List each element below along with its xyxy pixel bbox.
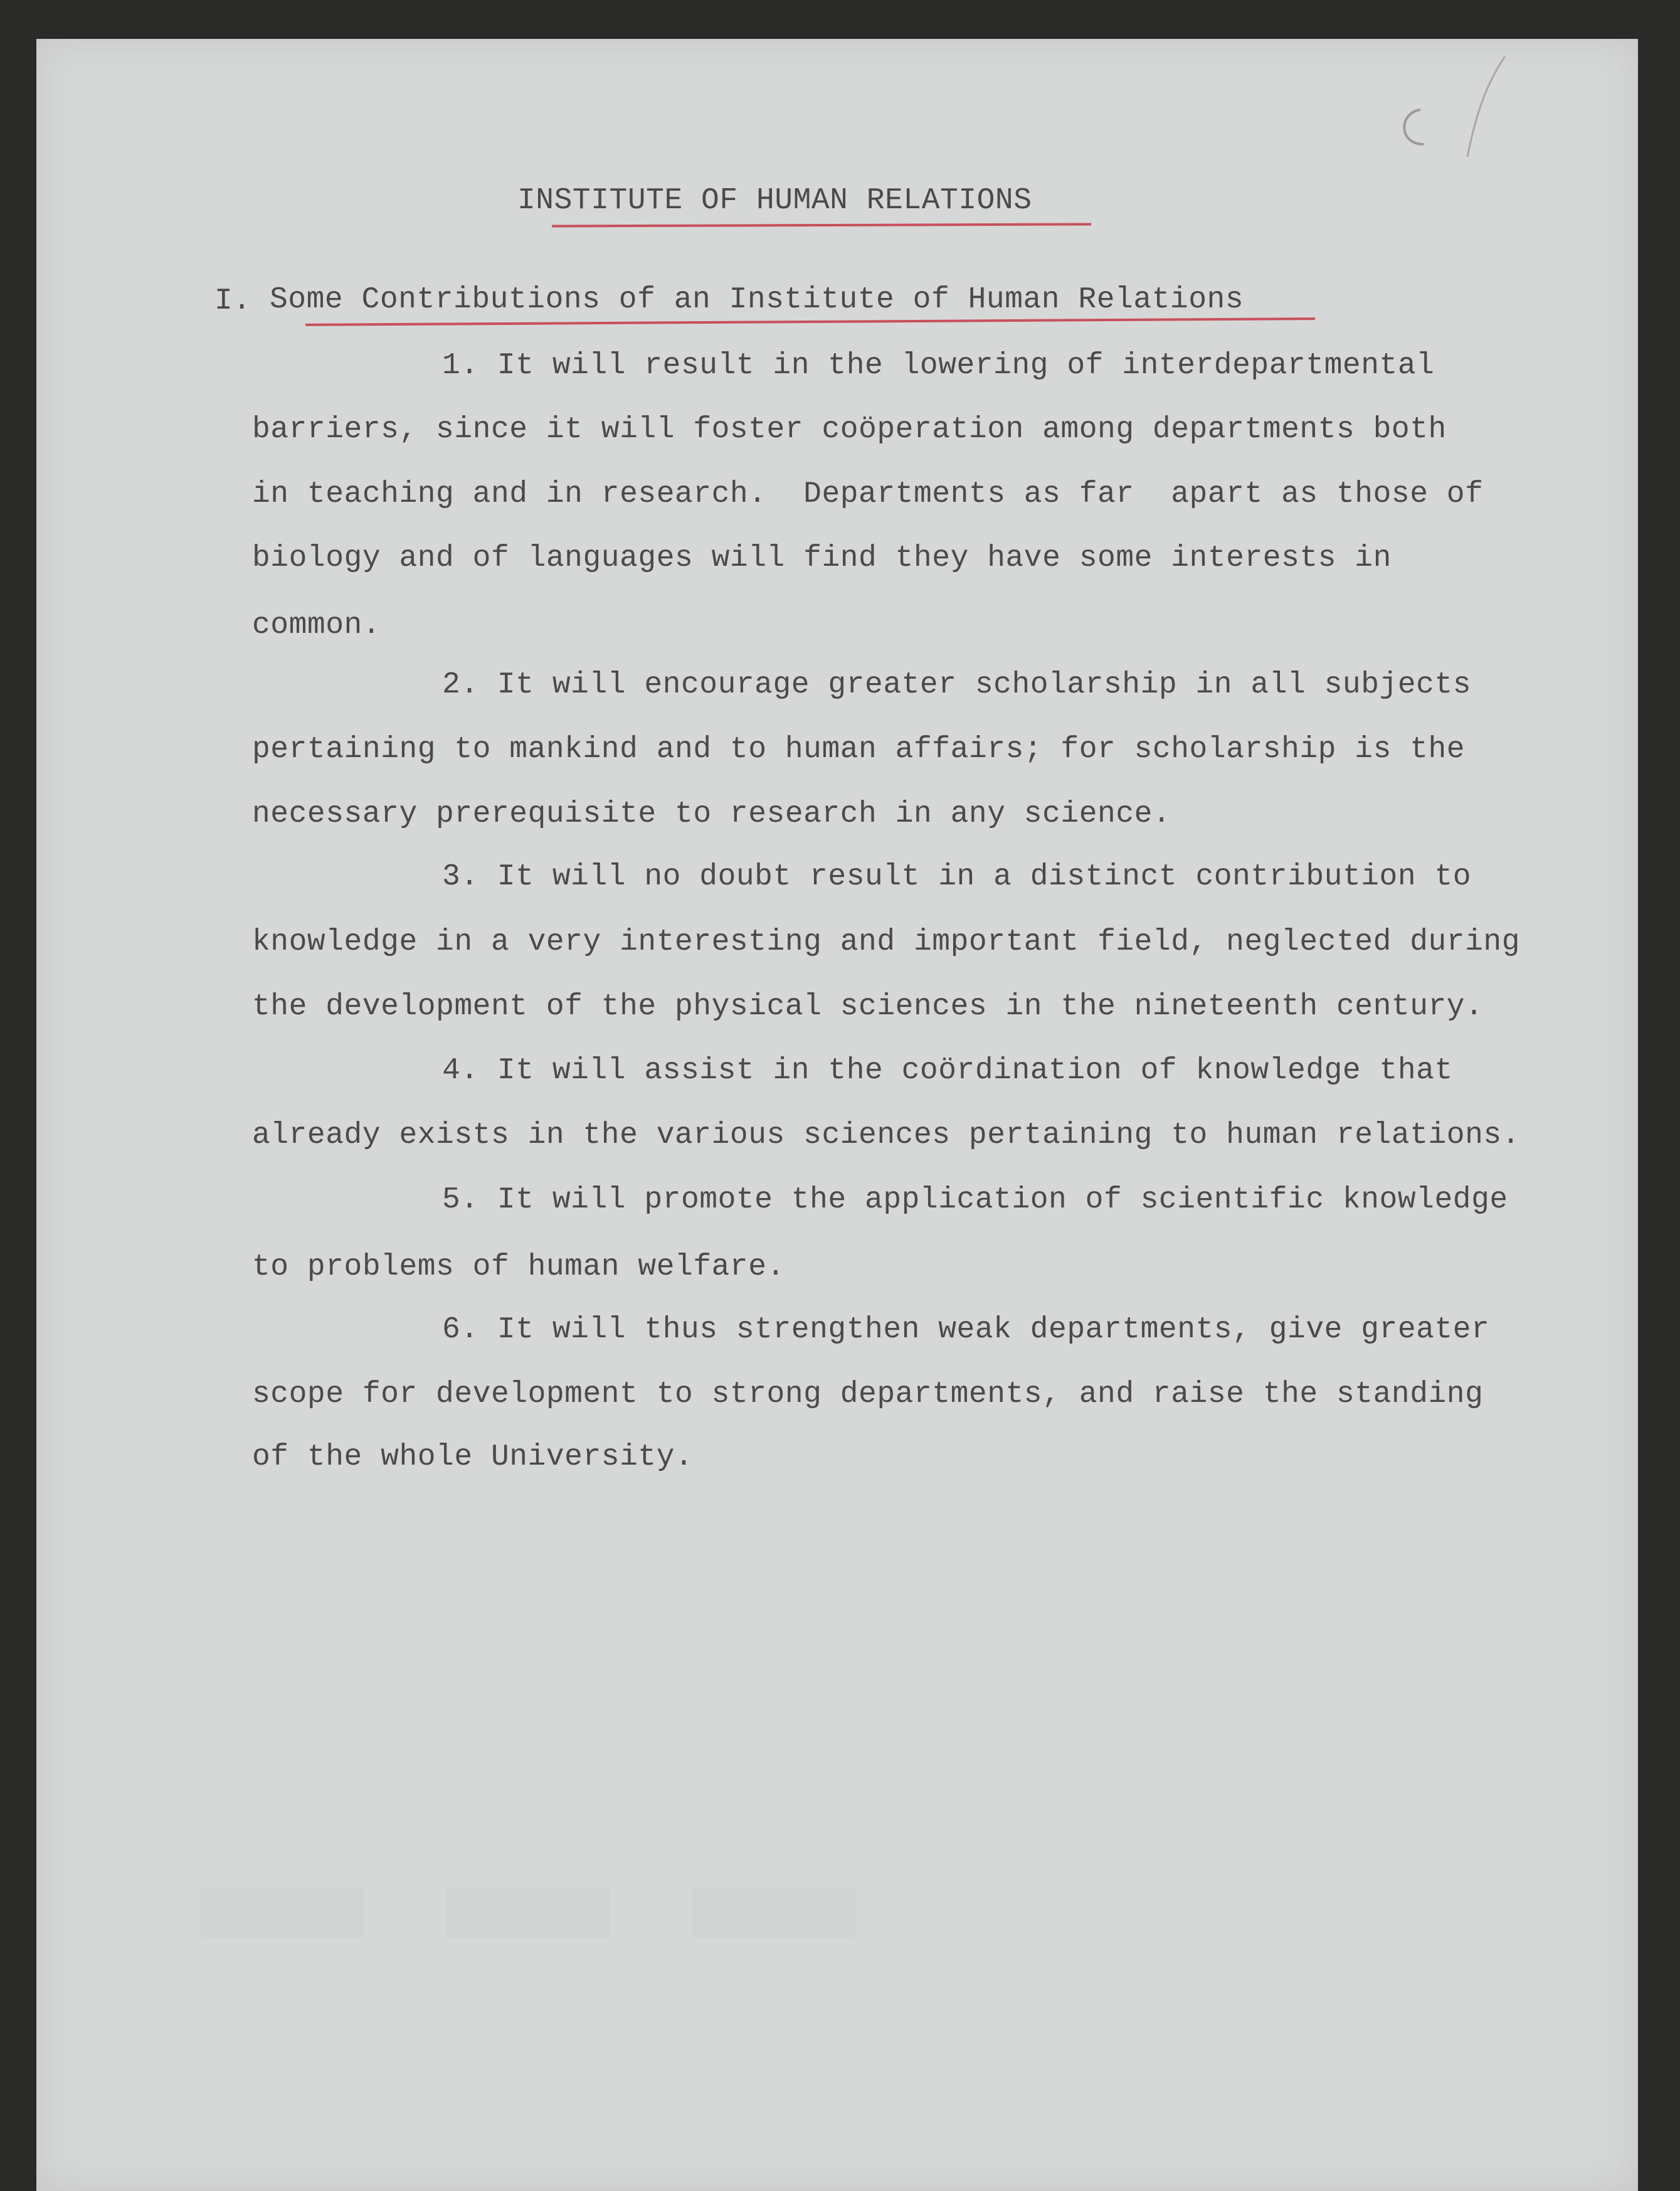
body-line: biology and of languages will find they have some interests in [252,541,1392,575]
body-line: the development of the physical sciences in the nineteenth century. [252,990,1484,1024]
body-line: 1. It will result in the lowering of interdepartmental [442,349,1435,383]
body-line: barriers, since it will foster coöperation among departments both [252,413,1447,447]
body-line: 4. It will assist in the coördination of knowledge that [442,1054,1453,1088]
body-line: necessary prerequisite to research in any science. [252,797,1171,831]
document-title: INSTITUTE OF HUMAN RELATIONS [517,184,1032,218]
section-heading: Some Contributions of an Institute of Human Relations [270,283,1244,317]
body-line: common. [252,608,381,642]
body-line: 2. It will encourage greater scholarship in all subjects [442,668,1472,702]
body-line: already exists in the various sciences pertaining to human relations. [252,1118,1521,1152]
faint-watermark-icon: ▬ ▬ ▬ [201,1790,875,1972]
body-line: knowledge in a very interesting and important field, neglected during [252,925,1521,959]
body-line: to problems of human welfare. [252,1250,785,1284]
body-line: in teaching and in research. Departments as far apart as those of [252,477,1484,511]
body-line: 3. It will no doubt result in a distinct contribution to [442,860,1472,894]
body-line: of the whole University. [252,1440,694,1474]
section-number: I. [214,284,251,318]
body-line: scope for development to strong departments, and raise the standing [252,1377,1484,1411]
body-line: 5. It will promote the application of scientific knowledge [442,1183,1508,1217]
pencil-mark-icon [1373,50,1511,176]
body-line: pertaining to mankind and to human affairs; for scholarship is the [252,733,1466,767]
body-line: 6. It will thus strengthen weak departments, give greater [442,1313,1490,1347]
